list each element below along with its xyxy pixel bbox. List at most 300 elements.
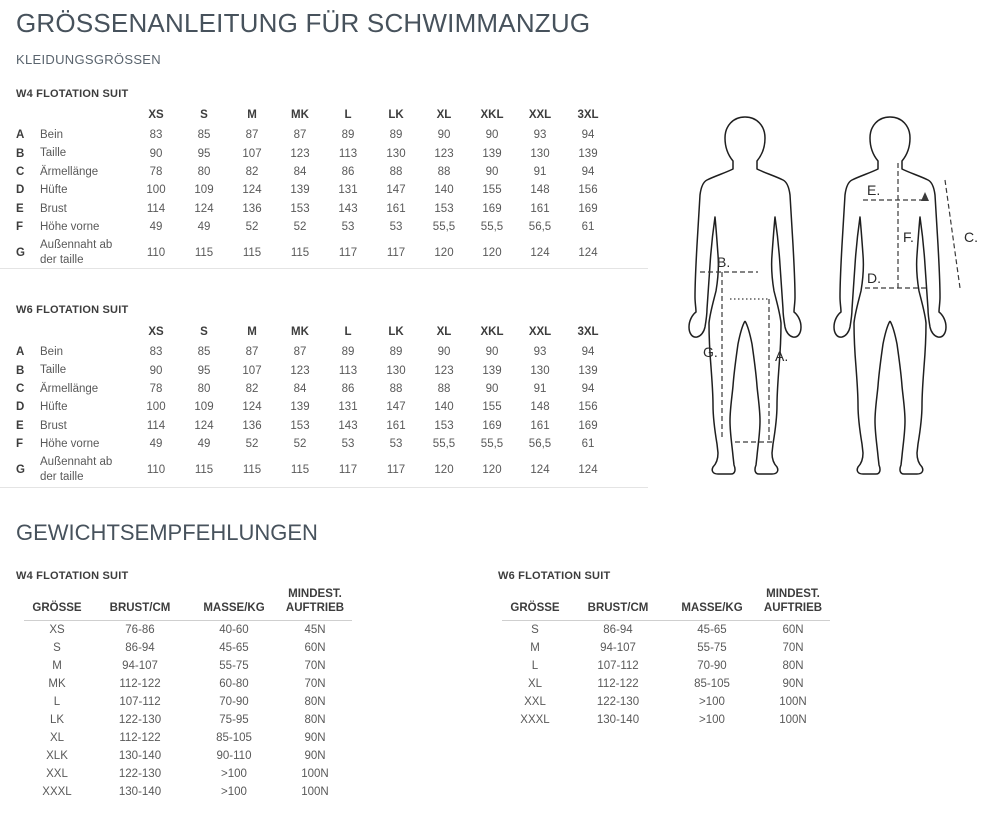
cell-value: 140 (434, 401, 454, 414)
cell-value: 87 (293, 346, 307, 359)
cell-value: 110 (146, 246, 166, 259)
cell-value: 70N (304, 659, 326, 672)
measurement-row (16, 398, 612, 416)
cell-value: 130 (530, 364, 550, 377)
cell-value: 143 (338, 202, 358, 215)
size-column-header: XS (148, 109, 164, 121)
cell-value: 49 (149, 438, 163, 451)
weight-row (502, 675, 830, 693)
diagram-label-b: B. (717, 254, 731, 270)
cell-value: 153 (290, 419, 310, 432)
cell-value: 55-75 (219, 659, 249, 672)
cell-value: 82 (245, 165, 259, 178)
cell-value: 52 (245, 221, 259, 234)
cell-value: 86-94 (603, 623, 633, 636)
row-key: D (16, 401, 25, 414)
cell-value: 156 (578, 184, 598, 197)
measurement-row (16, 236, 612, 269)
cell-value: 88 (437, 382, 451, 395)
weight-column-header: GRÖSSE (24, 586, 90, 620)
cell-value: 55,5 (432, 438, 456, 451)
row-label: Brust (40, 419, 67, 432)
cell-value: 49 (197, 438, 211, 451)
row-label: Ärmellänge (40, 165, 99, 178)
cell-value: 55,5 (480, 221, 504, 234)
header-spacer (40, 107, 132, 126)
cell-value: 78 (149, 382, 163, 395)
cell-value: 87 (245, 129, 259, 142)
cell-value: 90 (485, 346, 499, 359)
cell-value: 169 (482, 202, 502, 215)
size-column-header: LK (388, 109, 404, 121)
weight-row (24, 747, 352, 765)
row-label: Bein (40, 129, 64, 141)
cell-value: 75-95 (219, 713, 249, 726)
size-column-header: MK (291, 109, 309, 121)
weight-column-header: BRUST/CM (568, 586, 668, 620)
header-spacer (40, 324, 132, 343)
row-label: Höhe vorne (40, 437, 100, 450)
clothing-sizes-heading: KLEIDUNGSGRÖSSEN (16, 52, 161, 67)
row-key: F (16, 438, 24, 451)
cell-value: 90 (149, 364, 163, 377)
size-column-header: 3XL (577, 326, 599, 338)
weight-column-header: BRUST/CM (90, 586, 190, 620)
cell-value: 113 (338, 364, 358, 377)
cell-value: 53 (341, 221, 355, 234)
cell-value: 123 (434, 147, 454, 160)
weight-row (24, 675, 352, 693)
cell-value: 139 (578, 147, 598, 160)
cell-value: 52 (293, 221, 307, 234)
diagram-label-g: G. (703, 344, 718, 360)
weight-row (24, 693, 352, 711)
section-divider (0, 487, 648, 488)
diagram-label-d: D. (867, 270, 881, 286)
cell-value: 55,5 (480, 438, 504, 451)
cell-value: 122-130 (596, 695, 640, 708)
cell-value: 136 (242, 202, 262, 215)
cell-value: 140 (434, 184, 454, 197)
row-label: Hüfte (40, 401, 68, 414)
row-size: S (53, 641, 61, 654)
row-key: A (16, 129, 25, 142)
cell-value: 95 (197, 364, 211, 377)
measurement-row (16, 181, 612, 199)
cell-value: 90-110 (216, 749, 252, 762)
cell-value: 61 (581, 438, 595, 451)
size-column-header: LK (388, 326, 404, 338)
cell-value: 161 (530, 202, 550, 215)
cell-value: 91 (533, 382, 547, 395)
cell-value: 60-80 (219, 677, 249, 690)
cell-value: 161 (386, 419, 406, 432)
weight-column-header: MINDEST. AUFTRIEB (756, 586, 830, 620)
cell-value: 90N (304, 731, 326, 744)
row-size: M (530, 641, 540, 654)
cell-value: 70-90 (219, 695, 249, 708)
size-column-header: S (200, 109, 208, 121)
cell-value: 113 (338, 147, 358, 160)
cell-value: 80N (304, 695, 326, 708)
cell-value: 86-94 (125, 641, 155, 654)
cell-value: 86 (341, 165, 355, 178)
cell-value: 139 (290, 184, 310, 197)
cell-value: 114 (146, 202, 166, 215)
weight-table-w4-title: W4 FLOTATION SUIT (16, 570, 129, 582)
row-key: G (16, 246, 25, 259)
measurement-row (16, 163, 612, 181)
section-divider (0, 268, 648, 269)
measurement-row (16, 343, 612, 361)
cell-value: 123 (290, 147, 310, 160)
cell-value: 124 (578, 463, 598, 476)
cell-value: 148 (530, 401, 550, 414)
cell-value: 85 (197, 346, 211, 359)
figure-outline-left (689, 117, 801, 474)
cell-value: 148 (530, 184, 550, 197)
row-size: M (52, 659, 62, 672)
cell-value: 112-122 (119, 677, 161, 690)
size-table-header-row (16, 324, 612, 343)
row-label: Höhe vorne (40, 220, 100, 233)
cell-value: 115 (290, 246, 310, 259)
cell-value: 155 (482, 401, 502, 414)
weight-table-w6-title: W6 FLOTATION SUIT (498, 570, 611, 582)
size-column-header: XXL (528, 109, 552, 121)
cell-value: 80N (782, 659, 804, 672)
size-column-header: M (247, 326, 257, 338)
weight-row (24, 657, 352, 675)
size-column-header: S (200, 326, 208, 338)
cell-value: 124 (194, 202, 214, 215)
weight-row (24, 765, 352, 783)
diagram-label-c: C. (964, 229, 978, 245)
cell-value: 107 (242, 147, 262, 160)
cell-value: 153 (290, 202, 310, 215)
cell-value: 120 (482, 463, 502, 476)
measurement-row (16, 126, 612, 144)
cell-value: 55,5 (432, 221, 456, 234)
cell-value: >100 (699, 713, 725, 726)
cell-value: 169 (578, 419, 598, 432)
cell-value: 83 (149, 129, 163, 142)
row-size: L (531, 659, 539, 672)
cell-value: 76-86 (125, 623, 155, 636)
cell-value: 93 (533, 129, 547, 142)
weight-row (502, 711, 830, 729)
cell-value: 122-130 (118, 713, 162, 726)
measurement-row (16, 417, 612, 435)
cell-value: 112-122 (597, 677, 639, 690)
cell-value: 90 (485, 129, 499, 142)
cell-value: 136 (242, 419, 262, 432)
cell-value: 156 (578, 401, 598, 414)
cell-value: 139 (290, 401, 310, 414)
cell-value: 89 (389, 346, 403, 359)
cell-value: 70N (782, 641, 804, 654)
cell-value: 85-105 (216, 731, 252, 744)
cell-value: 147 (386, 184, 406, 197)
cell-value: >100 (221, 767, 247, 780)
size-column-header: 3XL (577, 109, 599, 121)
weight-row (24, 620, 352, 639)
row-key: B (16, 147, 25, 160)
cell-value: 124 (578, 246, 598, 259)
cell-value: 60N (304, 641, 326, 654)
size-table-w6-title: W6 FLOTATION SUIT (16, 304, 129, 316)
weight-table-header-row (502, 586, 830, 620)
size-column-header: L (344, 326, 352, 338)
cell-value: 89 (341, 346, 355, 359)
row-key: A (16, 346, 25, 359)
cell-value: 130 (386, 364, 406, 377)
weight-table-w6 (502, 586, 830, 729)
cell-value: 117 (386, 246, 406, 259)
cell-value: 80 (197, 165, 211, 178)
cell-value: 161 (530, 419, 550, 432)
cell-value: 115 (290, 463, 310, 476)
size-column-header: XKL (480, 326, 504, 338)
size-column-header: L (344, 109, 352, 121)
cell-value: 100N (779, 695, 807, 708)
cell-value: 120 (434, 246, 454, 259)
diagram-label-a: A. (775, 348, 789, 364)
row-label: Taille (40, 147, 67, 160)
size-table-w6 (16, 324, 612, 486)
row-size: LK (49, 713, 65, 726)
cell-value: 80N (304, 713, 326, 726)
measurement-row (16, 218, 612, 236)
row-key: B (16, 364, 25, 377)
row-size: XXXL (520, 713, 550, 726)
cell-value: 94-107 (122, 659, 158, 672)
cell-value: 115 (242, 463, 262, 476)
cell-value: 117 (338, 246, 358, 259)
cell-value: 115 (242, 246, 262, 259)
weight-row (502, 620, 830, 639)
measurement-row (16, 453, 612, 486)
row-size: XXL (524, 695, 546, 708)
cell-value: 45-65 (219, 641, 249, 654)
cell-value: 124 (242, 184, 262, 197)
cell-value: 85 (197, 129, 211, 142)
cell-value: 85-105 (694, 677, 730, 690)
cell-value: 95 (197, 147, 211, 160)
cell-value: 53 (389, 438, 403, 451)
cell-value: 115 (194, 463, 214, 476)
cell-value: 56,5 (528, 438, 552, 451)
cell-value: 84 (293, 382, 307, 395)
cell-value: 114 (146, 419, 166, 432)
cell-value: 115 (194, 246, 214, 259)
row-key: F (16, 221, 24, 234)
cell-value: 88 (389, 382, 403, 395)
cell-value: 87 (245, 346, 259, 359)
cell-value: 131 (338, 401, 358, 414)
row-key: C (16, 382, 25, 395)
weight-column-header: MASSE/KG (190, 586, 278, 620)
cell-value: 117 (386, 463, 406, 476)
cell-value: 112-122 (119, 731, 161, 744)
cell-value: 53 (341, 438, 355, 451)
cell-value: 90 (485, 382, 499, 395)
cell-value: 52 (245, 438, 259, 451)
weight-row (24, 711, 352, 729)
cell-value: 107 (242, 364, 262, 377)
cell-value: 87 (293, 129, 307, 142)
cell-value: 109 (194, 184, 214, 197)
row-label: Ärmellänge (40, 382, 99, 395)
row-label: Bein (40, 346, 64, 358)
measurement-line-c (945, 180, 960, 288)
weight-table-w4 (24, 586, 352, 801)
cell-value: 107-112 (597, 659, 639, 672)
cell-value: 90 (485, 165, 499, 178)
cell-value: 153 (434, 419, 454, 432)
cell-value: 124 (530, 463, 550, 476)
weight-row (502, 657, 830, 675)
cell-value: 161 (386, 202, 406, 215)
cell-value: 109 (194, 401, 214, 414)
cell-value: 120 (434, 463, 454, 476)
cell-value: 45-65 (697, 623, 727, 636)
row-size: MK (48, 677, 66, 690)
cell-value: 53 (389, 221, 403, 234)
weight-column-header: GRÖSSE (502, 586, 568, 620)
cell-value: 117 (338, 463, 358, 476)
row-size: XXXL (42, 785, 72, 798)
cell-value: 147 (386, 401, 406, 414)
cell-value: 90N (304, 749, 326, 762)
row-size: S (531, 623, 539, 636)
cell-value: 100N (301, 785, 329, 798)
cell-value: 153 (434, 202, 454, 215)
cell-value: 122-130 (118, 767, 162, 780)
cell-value: 107-112 (119, 695, 161, 708)
weight-row (502, 639, 830, 657)
cell-value: 78 (149, 165, 163, 178)
cell-value: 94 (581, 165, 595, 178)
cell-value: 86 (341, 382, 355, 395)
row-key: C (16, 165, 25, 178)
row-key: E (16, 419, 24, 432)
size-column-header: XS (148, 326, 164, 338)
cell-value: 143 (338, 419, 358, 432)
cell-value: 90 (149, 147, 163, 160)
measurement-row (16, 435, 612, 453)
cell-value: 139 (578, 364, 598, 377)
cell-value: 40-60 (219, 623, 249, 636)
size-column-header: XKL (480, 109, 504, 121)
cell-value: 130 (386, 147, 406, 160)
cell-value: 90 (437, 346, 451, 359)
cell-value: 123 (434, 364, 454, 377)
cell-value: 93 (533, 346, 547, 359)
header-spacer (16, 324, 40, 343)
row-label: Außennaht ab der taille (40, 456, 113, 483)
cell-value: 60N (782, 623, 804, 636)
weight-recommendations-heading: GEWICHTSEMPFEHLUNGEN (16, 520, 318, 545)
cell-value: 130 (530, 147, 550, 160)
measurement-row (16, 361, 612, 379)
cell-value: 70N (304, 677, 326, 690)
weight-row (502, 693, 830, 711)
cell-value: >100 (221, 785, 247, 798)
body-measurement-diagram (655, 95, 1000, 500)
weight-row (24, 783, 352, 801)
row-size: XS (49, 623, 65, 636)
cell-value: 70-90 (697, 659, 727, 672)
cell-value: 90 (437, 129, 451, 142)
cell-value: 45N (304, 623, 326, 636)
size-column-header: MK (291, 326, 309, 338)
diagram-label-f: F. (903, 229, 914, 245)
cell-value: 82 (245, 382, 259, 395)
cell-value: 94 (581, 382, 595, 395)
row-key: G (16, 463, 25, 476)
row-size: XL (49, 731, 65, 744)
cell-value: 100 (146, 401, 166, 414)
cell-value: 124 (194, 419, 214, 432)
cell-value: >100 (699, 695, 725, 708)
cell-value: 139 (482, 147, 502, 160)
cell-value: 100N (779, 713, 807, 726)
cell-value: 94 (581, 129, 595, 142)
cell-value: 49 (197, 221, 211, 234)
cell-value: 100N (301, 767, 329, 780)
cell-value: 84 (293, 165, 307, 178)
size-table-w4-title: W4 FLOTATION SUIT (16, 88, 129, 100)
cell-value: 120 (482, 246, 502, 259)
cell-value: 83 (149, 346, 163, 359)
cell-value: 88 (389, 165, 403, 178)
measurement-row (16, 144, 612, 162)
page-title: GRÖSSENANLEITUNG FÜR SCHWIMMANZUG (16, 8, 591, 38)
cell-value: 94-107 (600, 641, 636, 654)
cell-value: 55-75 (697, 641, 727, 654)
measurement-row (16, 200, 612, 218)
size-column-header: M (247, 109, 257, 121)
cell-value: 56,5 (528, 221, 552, 234)
row-label: Außennaht ab der taille (40, 239, 113, 266)
figure-outline-right (834, 117, 946, 474)
row-size: XL (527, 677, 543, 690)
weight-column-header: MINDEST. AUFTRIEB (278, 586, 352, 620)
cell-value: 130-140 (118, 749, 162, 762)
cell-value: 49 (149, 221, 163, 234)
cell-value: 89 (389, 129, 403, 142)
row-label: Brust (40, 202, 67, 215)
row-size: XXL (46, 767, 68, 780)
cell-value: 123 (290, 364, 310, 377)
row-key: D (16, 184, 25, 197)
size-column-header: XL (436, 326, 452, 338)
cell-value: 94 (581, 346, 595, 359)
cell-value: 100 (146, 184, 166, 197)
weight-row (24, 729, 352, 747)
row-size: XLK (46, 749, 68, 762)
row-key: E (16, 202, 24, 215)
cell-value: 169 (482, 419, 502, 432)
cell-value: 169 (578, 202, 598, 215)
size-column-header: XXL (528, 326, 552, 338)
cell-value: 89 (341, 129, 355, 142)
cell-value: 61 (581, 221, 595, 234)
cell-value: 130-140 (596, 713, 640, 726)
cell-value: 155 (482, 184, 502, 197)
cell-value: 91 (533, 165, 547, 178)
